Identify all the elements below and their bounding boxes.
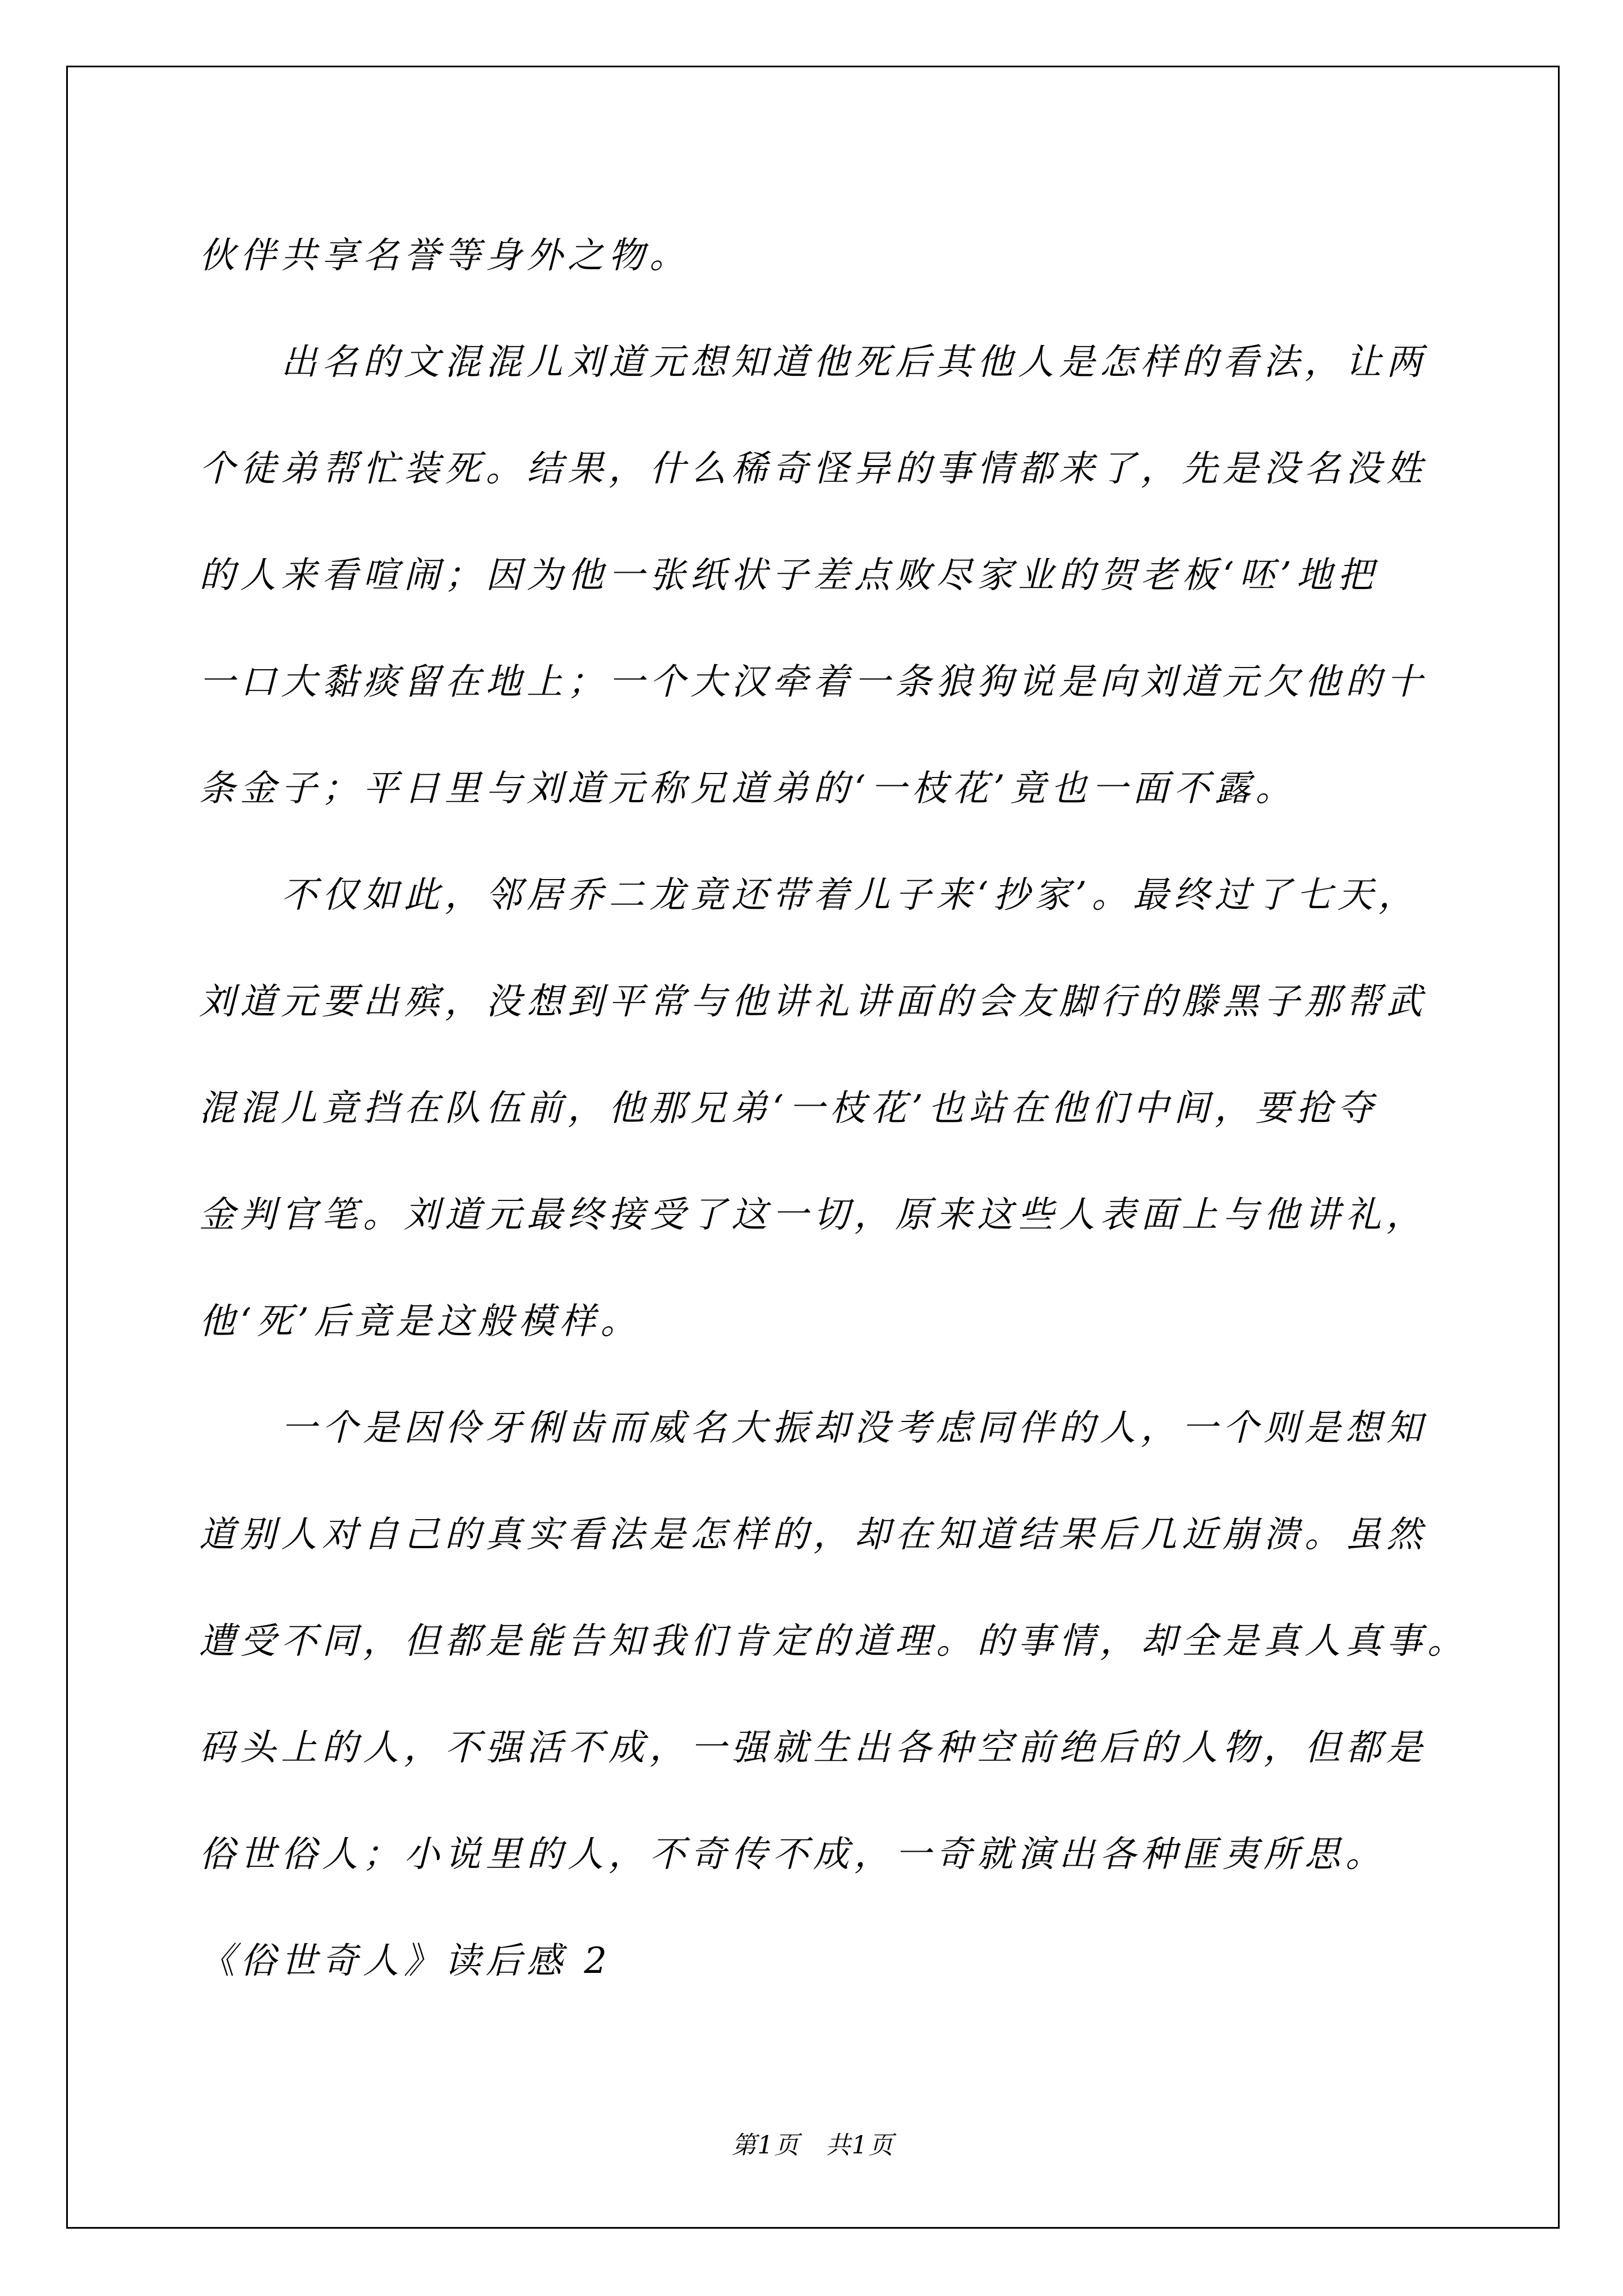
text-line: 伙伴共享名誉等身外之物。 — [199, 235, 690, 277]
text-line: 混混儿竟挡在队伍前，他那兄弟‘一枝花’也站在他们中间，要抢夺 — [199, 1088, 1378, 1129]
text-line: 不仅如此，邻居乔二龙竟还带着儿子来‘抄家’。最终过了七天， — [281, 875, 1419, 916]
text-line: 条金子；平日里与刘道元称兄道弟的‘一枝花’竟也一面不露。 — [199, 768, 1297, 809]
page-number-indicator: 第1页 共1页 — [731, 2131, 895, 2160]
text-line: 道别人对自己的真实看法是怎样的，却在知道结果后几近崩溃。虽然 — [199, 1514, 1427, 1556]
body-text — [199, 203, 1468, 2014]
text-line: 遭受不同，但都是能告知我们肯定的道理。的事情，却全是真人真事。 — [199, 1621, 1468, 1662]
text-line: 码头上的人，不强活不成，一强就生出各种空前绝后的人物，但都是 — [199, 1727, 1427, 1769]
text-line: 金判官笔。刘道元最终接受了这一切，原来这些人表面上与他讲礼， — [199, 1194, 1427, 1236]
text-line: 一个是因伶牙俐齿而威名大振却没考虑同伴的人，一个则是想知 — [281, 1407, 1427, 1449]
text-line: 俗世俗人；小说里的人，不奇传不成，一奇就演出各种匪夷所思。 — [199, 1834, 1386, 1875]
text-line: 一口大黏痰留在地上；一个大汉牵着一条狼狗说是向刘道元欠他的十 — [199, 661, 1427, 703]
text-line: 他‘死’后竟是这般模样。 — [199, 1301, 642, 1342]
text-line: 《俗世奇人》读后感 2 — [199, 1940, 612, 1982]
text-line: 出名的文混混儿刘道元想知道他死后其他人是怎样的看法，让两 — [281, 342, 1427, 383]
text-line: 刘道元要出殡，没想到平常与他讲礼讲面的会友脚行的滕黑子那帮武 — [199, 981, 1427, 1023]
text-line: 个徒弟帮忙装死。结果，什么稀奇怪异的事情都来了，先是没名没姓 — [199, 448, 1427, 490]
page-border-frame — [66, 66, 1560, 2229]
page-footer — [68, 2133, 1558, 2158]
text-line: 的人来看喧闹；因为他一张纸状子差点败尽家业的贺老板‘呸’地把 — [199, 555, 1378, 596]
